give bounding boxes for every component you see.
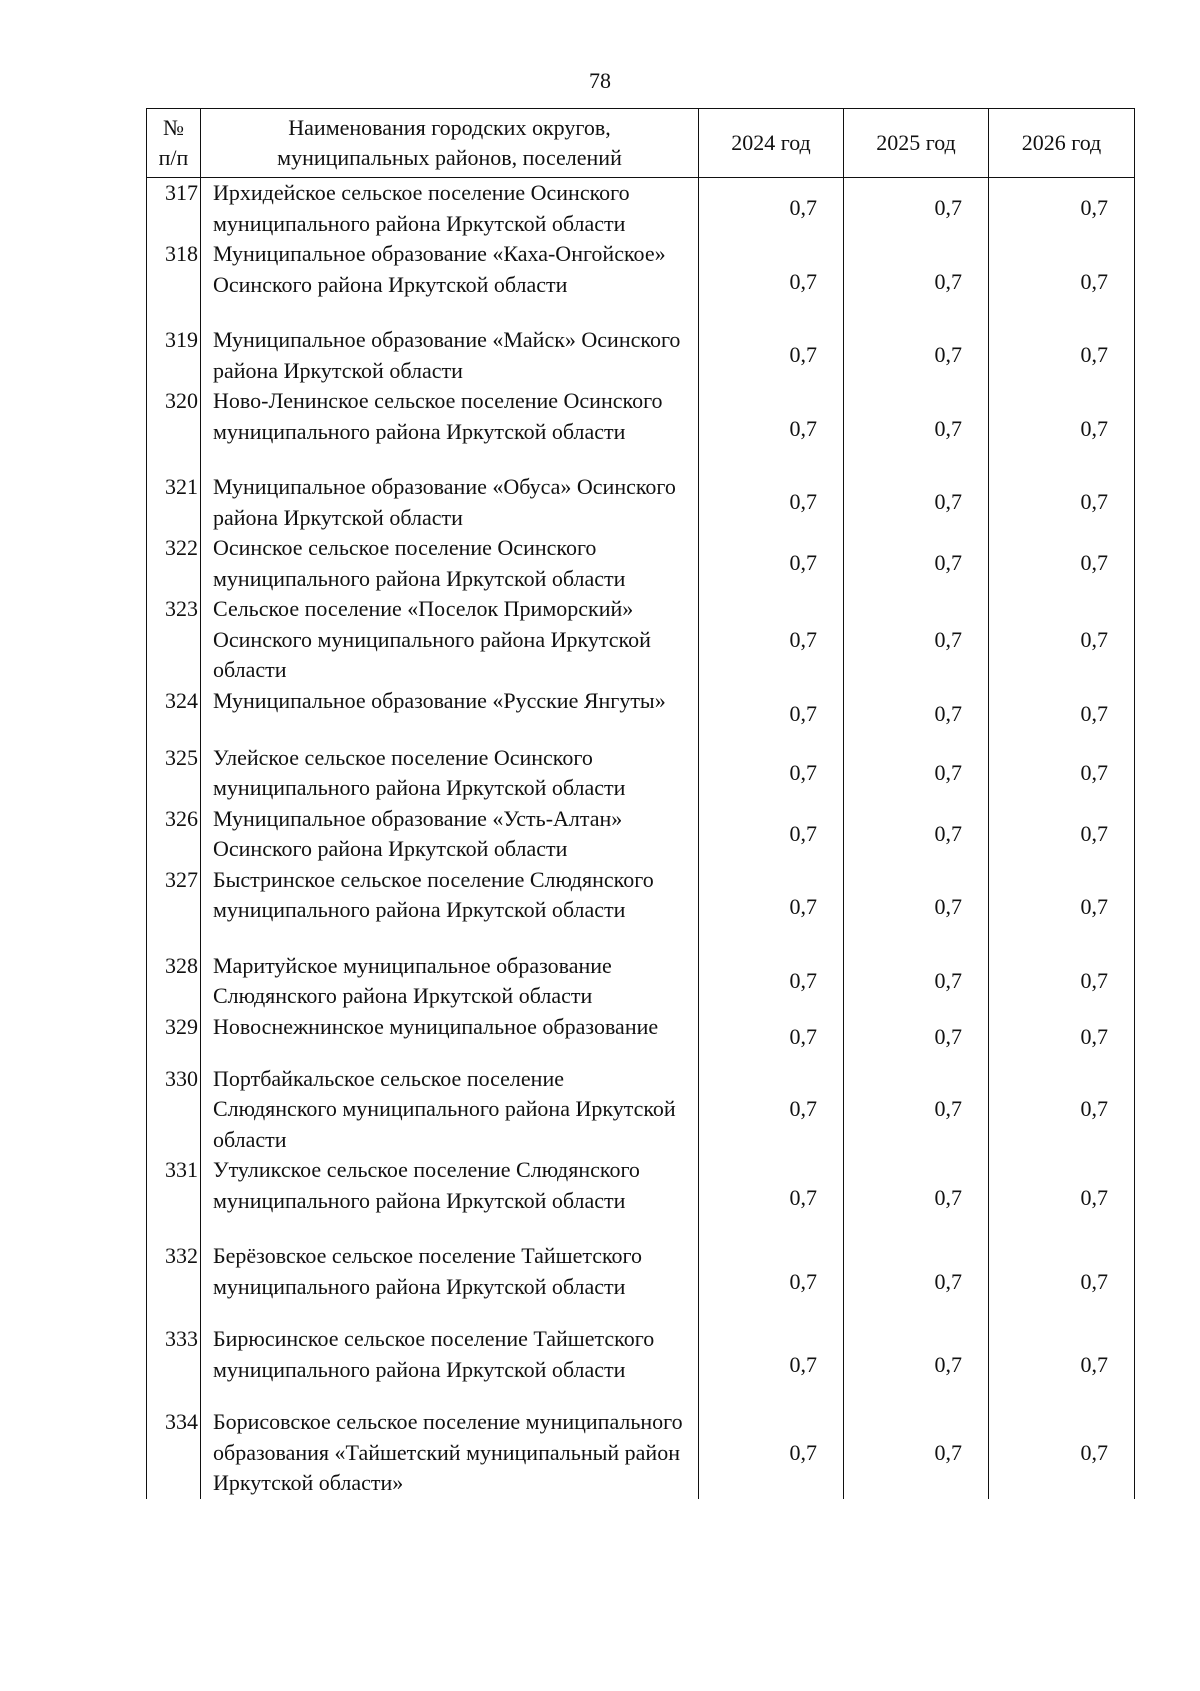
row-number: 324 — [147, 686, 201, 743]
table-row — [147, 386, 1135, 472]
row-number: 318 — [147, 239, 201, 325]
page-number: 78 — [589, 68, 611, 93]
row-value-2026: 0,7 — [989, 178, 1135, 240]
table-row — [147, 239, 1135, 325]
row-value-2024: 0,7 — [699, 804, 844, 865]
row-value-2026: 0,7 — [989, 686, 1135, 743]
row-value-2025: 0,7 — [844, 1407, 989, 1499]
row-value-2025: 0,7 — [844, 386, 989, 472]
row-number: 325 — [147, 743, 201, 804]
row-number: 317 — [147, 178, 201, 240]
row-value-2026: 0,7 — [989, 533, 1135, 594]
row-number: 330 — [147, 1064, 201, 1156]
table-row — [147, 1407, 1135, 1499]
row-number: 327 — [147, 865, 201, 951]
row-value-2024: 0,7 — [699, 1155, 844, 1241]
row-number: 320 — [147, 386, 201, 472]
row-value-2024: 0,7 — [699, 472, 844, 533]
row-name: Осинское сельское поселение Осинского муниципального района Иркутской области — [201, 533, 699, 594]
header-2026: 2026 год — [989, 109, 1135, 178]
row-name: Бирюсинское сельское поселение Тайшетского муниципального района Иркутской области — [201, 1324, 699, 1407]
row-value-2026: 0,7 — [989, 1324, 1135, 1407]
row-value-2026: 0,7 — [989, 865, 1135, 951]
row-value-2026: 0,7 — [989, 804, 1135, 865]
row-name: Утуликское сельское поселение Слюдянского муниципального района Иркутской области — [201, 1155, 699, 1241]
row-value-2025: 0,7 — [844, 1155, 989, 1241]
row-value-2026: 0,7 — [989, 239, 1135, 325]
row-value-2026: 0,7 — [989, 1241, 1135, 1324]
row-value-2025: 0,7 — [844, 594, 989, 686]
row-value-2024: 0,7 — [699, 178, 844, 240]
row-value-2025: 0,7 — [844, 686, 989, 743]
table-row — [147, 1064, 1135, 1156]
row-value-2025: 0,7 — [844, 951, 989, 1012]
row-value-2025: 0,7 — [844, 239, 989, 325]
row-number: 332 — [147, 1241, 201, 1324]
row-name: Муниципальное образование «Усть-Алтан» Осинского района Иркутской области — [201, 804, 699, 865]
row-number: 322 — [147, 533, 201, 594]
table-row — [147, 1012, 1135, 1064]
row-value-2024: 0,7 — [699, 239, 844, 325]
row-value-2026: 0,7 — [989, 594, 1135, 686]
row-value-2025: 0,7 — [844, 1241, 989, 1324]
table-row — [147, 1241, 1135, 1324]
table-row — [147, 951, 1135, 1012]
row-value-2025: 0,7 — [844, 865, 989, 951]
row-name: Муниципальное образование «Каха-Онгойское» Осинского района Иркутской области — [201, 239, 699, 325]
row-name: Сельское поселение «Поселок Приморский» Осинского муниципального района Иркутской области — [201, 594, 699, 686]
row-number: 319 — [147, 325, 201, 386]
row-number: 334 — [147, 1407, 201, 1499]
header-name: Наименования городских округов, муниципальных районов, поселений — [201, 109, 699, 178]
header-2025: 2025 год — [844, 109, 989, 178]
row-name: Портбайкальское сельское поселение Слюдянского муниципального района Иркутской области — [201, 1064, 699, 1156]
row-value-2025: 0,7 — [844, 743, 989, 804]
table-row — [147, 594, 1135, 686]
row-value-2024: 0,7 — [699, 1407, 844, 1499]
row-value-2024: 0,7 — [699, 865, 844, 951]
row-number: 331 — [147, 1155, 201, 1241]
row-value-2026: 0,7 — [989, 325, 1135, 386]
row-number: 328 — [147, 951, 201, 1012]
row-value-2025: 0,7 — [844, 325, 989, 386]
row-value-2024: 0,7 — [699, 386, 844, 472]
row-name: Муниципальное образование «Русские Янгуты» — [201, 686, 699, 743]
row-value-2024: 0,7 — [699, 533, 844, 594]
row-value-2024: 0,7 — [699, 1064, 844, 1156]
row-name: Муниципальное образование «Майск» Осинского района Иркутской области — [201, 325, 699, 386]
row-name: Быстринское сельское поселение Слюдянского муниципального района Иркутской области — [201, 865, 699, 951]
table-body — [147, 178, 1135, 1499]
row-value-2025: 0,7 — [844, 1064, 989, 1156]
row-name: Борисовское сельское поселение муниципального образования «Тайшетский муниципальный район Иркутской области» — [201, 1407, 699, 1499]
table-row — [147, 472, 1135, 533]
row-value-2026: 0,7 — [989, 386, 1135, 472]
row-value-2026: 0,7 — [989, 1407, 1135, 1499]
row-number: 321 — [147, 472, 201, 533]
row-value-2025: 0,7 — [844, 178, 989, 240]
row-value-2024: 0,7 — [699, 686, 844, 743]
row-number: 323 — [147, 594, 201, 686]
row-value-2025: 0,7 — [844, 1012, 989, 1064]
row-value-2024: 0,7 — [699, 1012, 844, 1064]
row-value-2024: 0,7 — [699, 594, 844, 686]
row-name: Муниципальное образование «Обуса» Осинского района Иркутской области — [201, 472, 699, 533]
row-value-2025: 0,7 — [844, 804, 989, 865]
row-value-2026: 0,7 — [989, 472, 1135, 533]
row-value-2026: 0,7 — [989, 1012, 1135, 1064]
table-row — [147, 1324, 1135, 1407]
table-row — [147, 686, 1135, 743]
row-value-2026: 0,7 — [989, 951, 1135, 1012]
row-name: Новоснежнинское муниципальное образование — [201, 1012, 699, 1064]
header-row — [147, 109, 1135, 178]
row-name: Ирхидейское сельское поселение Осинского муниципального района Иркутской области — [201, 178, 699, 240]
table-row — [147, 743, 1135, 804]
row-value-2025: 0,7 — [844, 1324, 989, 1407]
row-value-2026: 0,7 — [989, 1064, 1135, 1156]
header-number: № п/п — [147, 109, 201, 178]
table-row — [147, 325, 1135, 386]
row-number: 326 — [147, 804, 201, 865]
row-value-2024: 0,7 — [699, 743, 844, 804]
row-value-2025: 0,7 — [844, 533, 989, 594]
table-row — [147, 1155, 1135, 1241]
row-value-2025: 0,7 — [844, 472, 989, 533]
row-value-2024: 0,7 — [699, 1241, 844, 1324]
row-value-2024: 0,7 — [699, 1324, 844, 1407]
row-value-2026: 0,7 — [989, 1155, 1135, 1241]
data-table — [146, 108, 1134, 1499]
table-row — [147, 178, 1135, 240]
row-value-2024: 0,7 — [699, 951, 844, 1012]
row-name: Берёзовское сельское поселение Тайшетского муниципального района Иркутской области — [201, 1241, 699, 1324]
row-name: Маритуйское муниципальное образование Слюдянского района Иркутской области — [201, 951, 699, 1012]
table-row — [147, 533, 1135, 594]
row-name: Ново-Ленинское сельское поселение Осинского муниципального района Иркутской области — [201, 386, 699, 472]
row-value-2024: 0,7 — [699, 325, 844, 386]
table-row — [147, 804, 1135, 865]
row-value-2026: 0,7 — [989, 743, 1135, 804]
row-number: 329 — [147, 1012, 201, 1064]
row-number: 333 — [147, 1324, 201, 1407]
header-2024: 2024 год — [699, 109, 844, 178]
row-name: Улейское сельское поселение Осинского муниципального района Иркутской области — [201, 743, 699, 804]
table-row — [147, 865, 1135, 951]
